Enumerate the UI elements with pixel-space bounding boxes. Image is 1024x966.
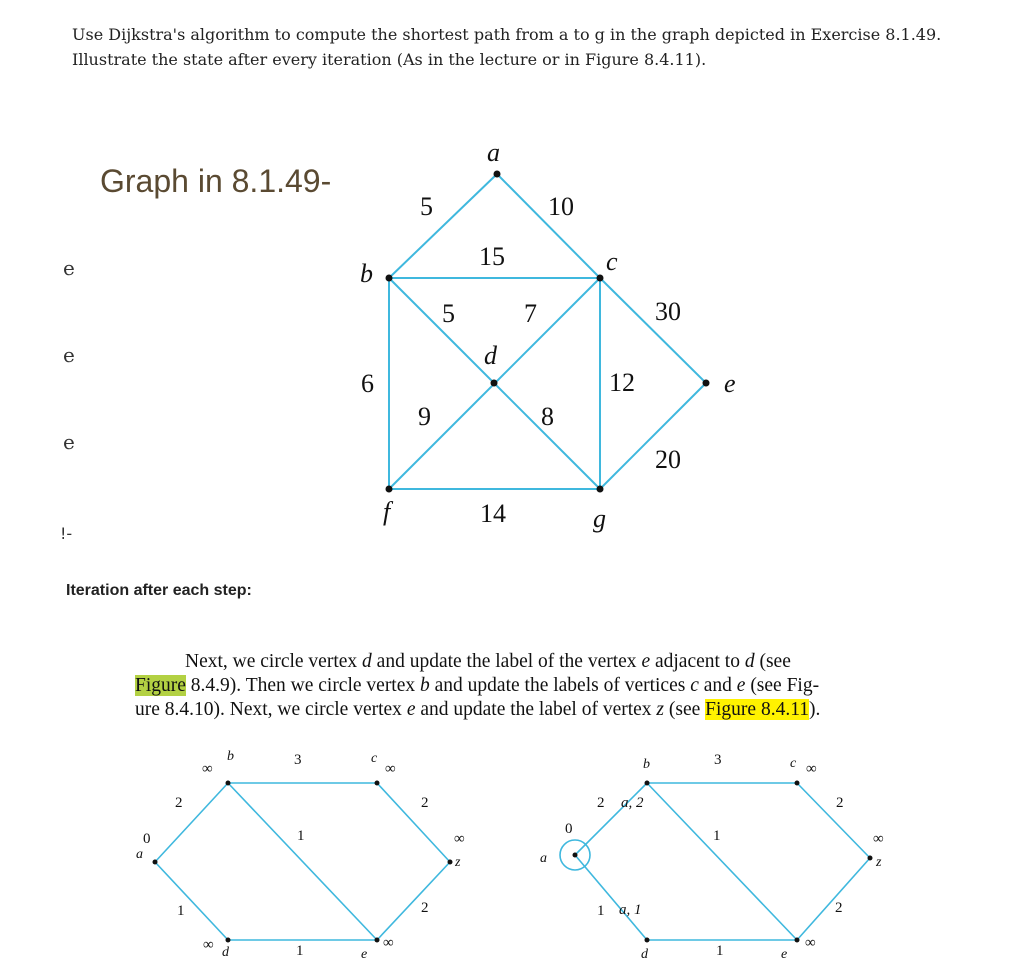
small-graph-left [136, 749, 465, 962]
weight-ab: 2 [597, 795, 605, 811]
margin-letter: e [63, 256, 75, 280]
weight-bc: 3 [714, 752, 722, 768]
graph-text: a [540, 851, 547, 866]
vertex-label-f: f [383, 497, 391, 526]
weight-de: 1 [296, 943, 304, 959]
weight-bc: 15 [479, 242, 505, 271]
label-a: 0 [143, 831, 151, 847]
weight-bf: 6 [361, 369, 374, 398]
weight-bc: 3 [294, 752, 302, 768]
label-b: ∞ [202, 761, 213, 777]
label-b: a, 2 [621, 795, 644, 811]
question-line-1: Use Dijkstra's algorithm to compute the shortest path from a to g in the graph depicted in Exercise 8.1.49. [72, 25, 942, 44]
weight-be: 1 [713, 828, 721, 844]
vertex-label-a: a [487, 138, 500, 167]
vertex-e [703, 380, 710, 387]
graph-heading: Graph in 8.1.49- [100, 163, 332, 199]
weight-fg: 14 [480, 499, 506, 528]
label-e: ∞ [383, 935, 394, 951]
vertex-g [597, 486, 604, 493]
graph-text: b [227, 749, 234, 764]
weight-cz: 2 [836, 795, 844, 811]
vertex-label-e: e [724, 369, 736, 398]
excerpt-line-1: Next, we circle vertex d and update the label of the vertex e adjacent to d (see [185, 651, 791, 672]
excerpt-line-3: ure 8.4.10). Next, we circle vertex e and update the label of vertex z (see Figure 8.4.11). [135, 699, 821, 720]
weight-dg: 8 [541, 402, 554, 431]
weight-ab: 5 [420, 192, 433, 221]
edge-eg [600, 383, 706, 489]
label-d: ∞ [203, 937, 214, 953]
graph-text: b [643, 757, 650, 772]
graph-text: d [222, 945, 229, 960]
label-d: a, 1 [619, 902, 642, 918]
weight-cg: 12 [609, 368, 635, 397]
weight-ad: 1 [597, 903, 605, 919]
weight-ab: 2 [175, 795, 183, 811]
label-c: ∞ [806, 761, 817, 777]
graph-text: c [371, 751, 378, 766]
label-e: ∞ [805, 935, 816, 951]
weight-cz: 2 [421, 795, 429, 811]
graph-text: d [641, 947, 648, 962]
iteration-heading: Iteration after each step: [66, 582, 252, 599]
highlighted-figure-ref: Figure 8.4.11 [705, 699, 809, 720]
label-z: ∞ [454, 831, 465, 847]
vertex-label-c: c [606, 247, 618, 276]
graph-text: e [781, 947, 788, 962]
graph-text: z [876, 855, 882, 870]
weight-df: 9 [418, 402, 431, 431]
graph-text: c [790, 756, 797, 771]
graph-text: a [136, 847, 143, 862]
weight-cd: 7 [524, 299, 537, 328]
graph-text: z [455, 855, 461, 870]
vertex-a [494, 171, 501, 178]
excerpt-line-2: Figure 8.4.9). Then we circle vertex b and update the labels of vertices c and e (see Fig- [135, 675, 820, 696]
weight-ce: 30 [655, 297, 681, 326]
weight-ez: 2 [421, 900, 429, 916]
weight-eg: 20 [655, 445, 681, 474]
margin-dash: !- [60, 524, 73, 543]
margin-letter: e [63, 343, 75, 367]
highlighted-figure-word: Figure [135, 675, 186, 696]
question-line-2: Illustrate the state after every iteration (As in the lecture or in Figure 8.4.11). [72, 50, 707, 69]
small-graph-right [540, 752, 884, 962]
vertex-c [597, 275, 604, 282]
edge-ac [497, 174, 600, 278]
weight-ez: 2 [835, 900, 843, 916]
vertex-f [386, 486, 393, 493]
margin-letter: e [63, 430, 75, 454]
graph-text: e [361, 947, 368, 962]
label-a: 0 [565, 821, 573, 837]
vertex-label-d: d [484, 341, 497, 370]
vertex-label-b: b [360, 259, 373, 288]
book-excerpt [135, 650, 895, 722]
weight-be: 1 [297, 828, 305, 844]
weight-ac: 10 [548, 192, 574, 221]
vertex-label-g: g [593, 504, 606, 533]
weight-bd: 5 [442, 299, 455, 328]
label-c: ∞ [385, 761, 396, 777]
weight-de: 1 [716, 943, 724, 959]
label-z: ∞ [873, 831, 884, 847]
weight-ad: 1 [177, 903, 185, 919]
vertex-d [491, 380, 498, 387]
vertex-b [386, 275, 393, 282]
